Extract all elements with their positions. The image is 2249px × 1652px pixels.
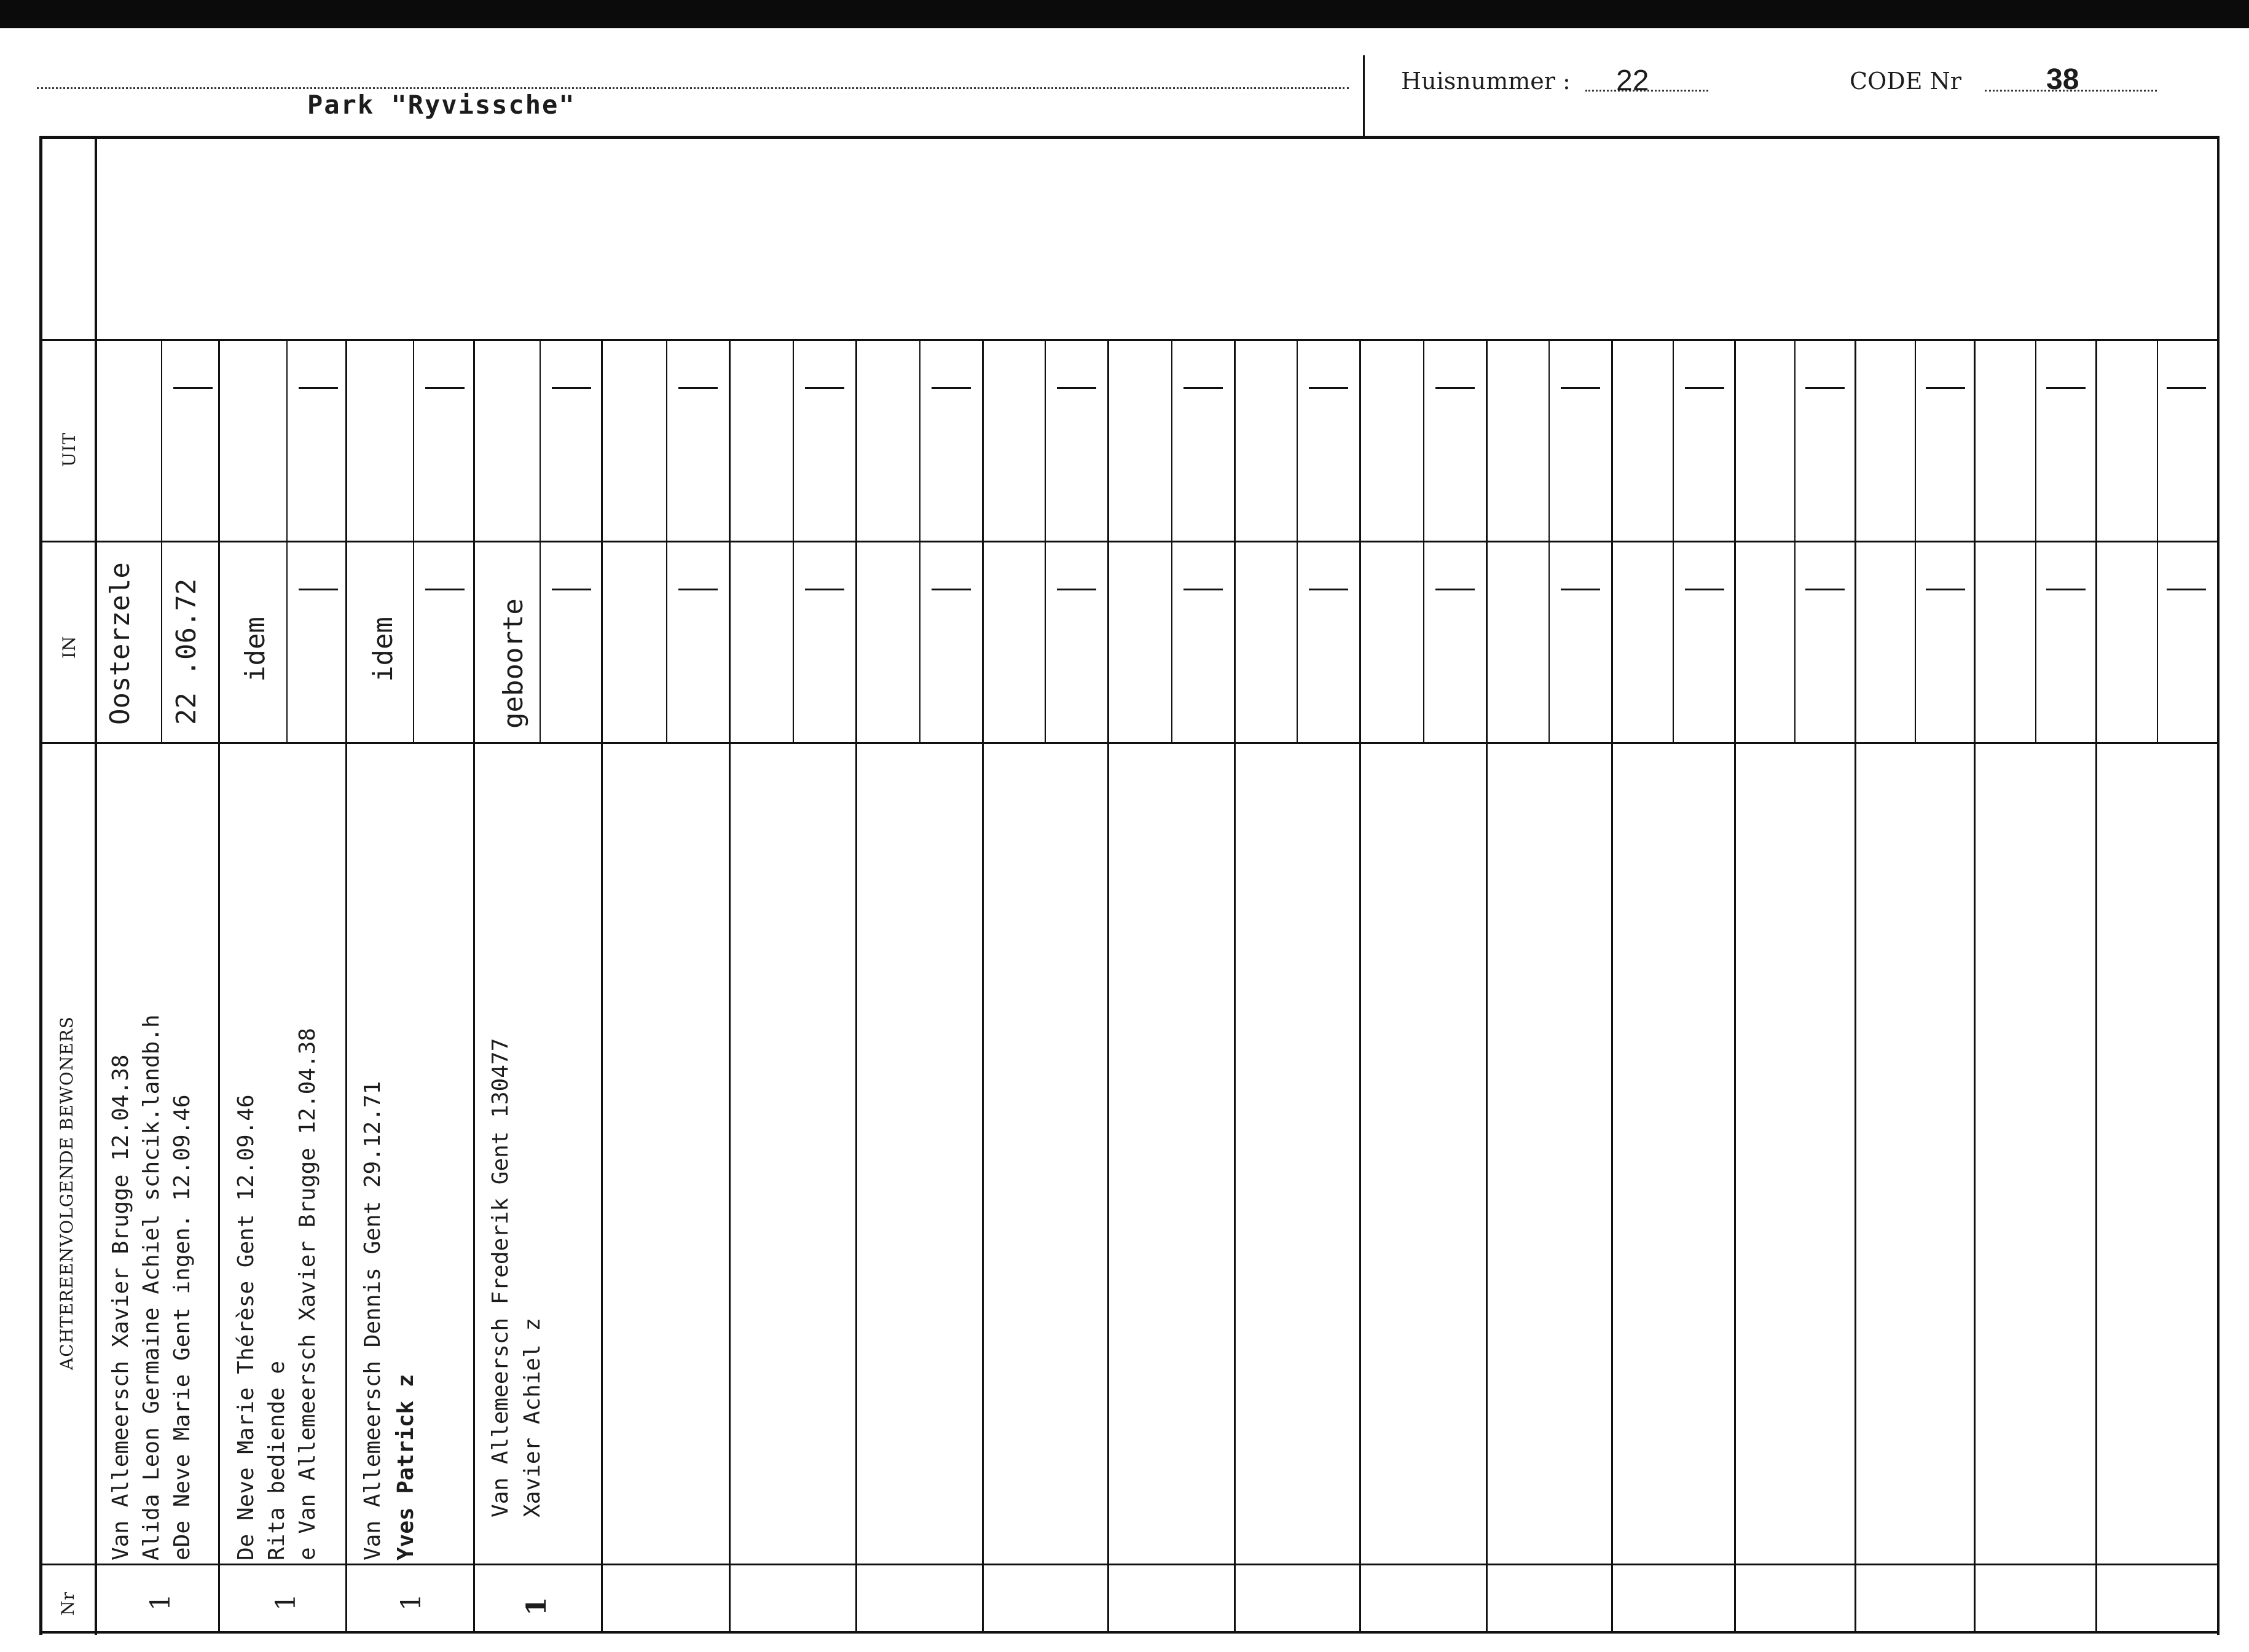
sub-column-separator [1171, 339, 1172, 742]
in-dash [1926, 589, 1965, 590]
column-separator [218, 339, 220, 1632]
in-dash [1309, 589, 1348, 590]
column-separator [729, 339, 731, 1632]
column-separator [1855, 339, 1856, 1632]
entry-in-place: idem [367, 617, 399, 682]
resident-line: Van Allemeersch Xavier Brugge 12.04.38 [108, 1054, 133, 1560]
column-separator [1611, 339, 1613, 1632]
entry-nr: 1 [270, 1594, 302, 1611]
in-label: IN [59, 635, 79, 659]
entry-in-date: 22 .06.72 [171, 578, 202, 725]
sub-column-separator [1548, 339, 1550, 742]
in-dash [1805, 589, 1845, 590]
in-dash [1183, 589, 1223, 590]
column-separator [855, 339, 857, 1632]
sub-column-separator [1297, 339, 1298, 742]
in-dash [1685, 589, 1724, 590]
resident-line: Alida Leon Germaine Achiel schcik.landb.h [139, 1014, 164, 1560]
column-separator [982, 339, 984, 1632]
bewoners-label: ACHTEREENVOLGENDE BEWONERS [57, 1016, 77, 1370]
uit-dash [173, 387, 213, 389]
column-separator [345, 339, 347, 1632]
in-dash [805, 589, 844, 590]
in-dash [425, 589, 465, 590]
in-dash [1561, 589, 1600, 590]
label-column-border [95, 136, 97, 1635]
resident-line: Yves Patrick z [393, 1374, 418, 1560]
huisnummer-value: 22 [1616, 65, 1649, 97]
uit-dash [552, 387, 591, 389]
resident-line: Xavier Achiel z [520, 1317, 545, 1517]
resident-line: Rita bediende e [264, 1360, 289, 1560]
in-dash [1057, 589, 1096, 590]
uit-dash [1926, 387, 1965, 389]
table-bottom-border [39, 1631, 2218, 1634]
column-separator [1974, 339, 1976, 1632]
street-dotted-line [37, 87, 1349, 89]
resident-line: e Van Allemeersch Xavier Brugge 12.04.38 [295, 1028, 320, 1560]
nr-top-line [39, 1564, 2218, 1565]
column-separator [2095, 339, 2097, 1632]
sub-column-separator [2035, 339, 2036, 742]
sub-column-separator [540, 339, 541, 742]
column-separator [601, 339, 603, 1632]
sub-column-separator [793, 339, 794, 742]
entry-nr: 1 [396, 1594, 427, 1611]
in-dash [2046, 589, 2086, 590]
sub-column-separator [1794, 339, 1796, 742]
sub-column-separator [161, 339, 162, 742]
in-dash [678, 589, 718, 590]
resident-line: Van Allemeersch Frederik Gent 130477 [488, 1038, 513, 1517]
sub-column-separator [919, 339, 920, 742]
table-left-border [39, 136, 42, 1635]
uit-dash [805, 387, 844, 389]
sub-column-separator [1915, 339, 1916, 742]
in-dash [932, 589, 971, 590]
form-header [0, 28, 2249, 136]
uit-dash [1805, 387, 1845, 389]
sub-column-separator [1673, 339, 1674, 742]
entry-in-place: Oosterzele [104, 562, 136, 725]
entry-in-place: idem [240, 617, 271, 682]
in-top-line [39, 541, 2218, 542]
uit-dash [425, 387, 465, 389]
sub-column-separator [666, 339, 667, 742]
column-separator [1486, 339, 1488, 1632]
code-value: 38 [2046, 63, 2079, 96]
uit-label: UIT [59, 432, 79, 467]
table-top-border [39, 136, 2218, 139]
column-separator [1734, 339, 1736, 1632]
bewoners-top-line [39, 742, 2218, 744]
uit-dash [1685, 387, 1724, 389]
resident-line: eDe Neve Marie Gent ingen. 12.09.46 [170, 1094, 195, 1560]
uit-dash [1561, 387, 1600, 389]
uit-dash [299, 387, 338, 389]
sub-column-separator [1423, 339, 1424, 742]
column-separator [1359, 339, 1361, 1632]
sub-column-separator [1045, 339, 1046, 742]
sub-column-separator [286, 339, 288, 742]
in-dash [1435, 589, 1475, 590]
in-dash [552, 589, 591, 590]
uit-dash [1057, 387, 1096, 389]
sub-column-separator [413, 339, 414, 742]
resident-line: Van Allemeersch Dennis Gent 29.12.71 [360, 1081, 385, 1560]
entry-nr: 1 [521, 1597, 552, 1616]
huisnummer-label: Huisnummer : [1401, 68, 1571, 95]
uit-dash [2046, 387, 2086, 389]
column-separator [1107, 339, 1109, 1632]
scan-top-edge [0, 0, 2249, 28]
in-dash [2167, 589, 2206, 590]
entry-in-place: geboorte [498, 598, 529, 729]
column-separator [473, 339, 475, 1632]
uit-dash [678, 387, 718, 389]
table-right-border [2217, 136, 2220, 1635]
nr-label: Nr [58, 1591, 78, 1616]
uit-top-line [39, 339, 2218, 341]
uit-dash [932, 387, 971, 389]
entry-nr: 1 [145, 1594, 176, 1611]
uit-dash [1435, 387, 1475, 389]
code-label: CODE Nr [1850, 68, 1961, 95]
resident-line: De Neve Marie Thérèse Gent 12.09.46 [234, 1094, 259, 1560]
header-divider [1363, 55, 1365, 136]
sub-column-separator [2157, 339, 2158, 742]
uit-dash [1309, 387, 1348, 389]
uit-dash [1183, 387, 1223, 389]
uit-dash [2167, 387, 2206, 389]
in-dash [299, 589, 338, 590]
street-name: Park "Ryvissche" [307, 90, 576, 120]
column-separator [1234, 339, 1236, 1632]
